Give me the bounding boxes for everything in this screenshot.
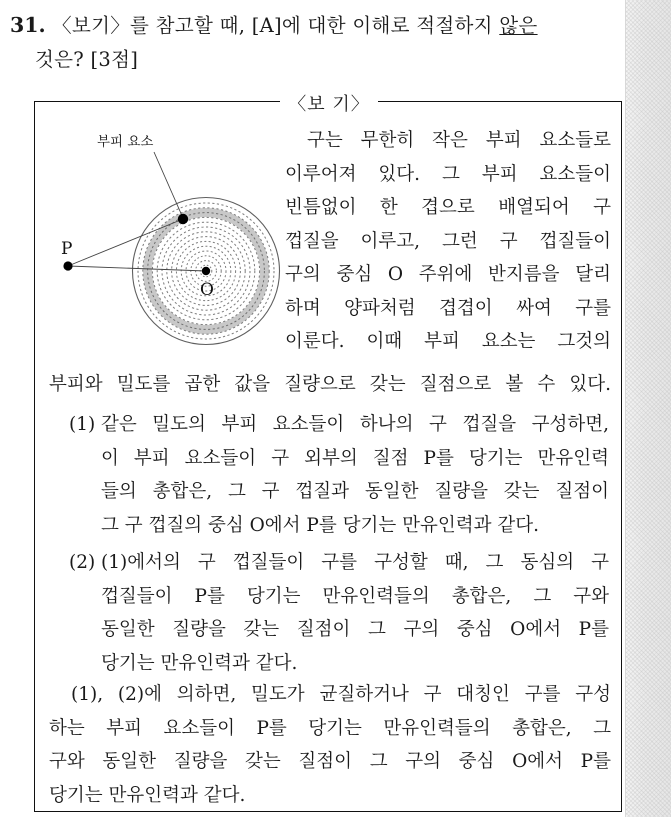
boki-title-text: 〈보 기〉 [280,94,378,115]
intro-line: 이루어져 있다. 그 부피 요소들이 [285,163,611,185]
intro-line: 빈틈없이 한 겹으로 배열되어 구 [285,197,611,218]
premise-list [69,408,609,684]
premise-marker: (1) [69,414,96,435]
premise-line: 들의 총합은, 그 구 껍질과 동일한 질량을 갖는 질점이 [101,481,609,502]
boki-reference-box [34,94,622,812]
intro-tail-line: 부피와 밀도를 곱한 값을 질량으로 갖는 질점으로 볼 수 있다. [49,374,611,395]
premise-line: 그 구 껍질의 중심 O에서 P를 당기는 만유인력과 같다. [101,514,539,536]
center-o-label: O [200,280,214,300]
conclusion-paragraph [49,678,611,812]
premise-body [101,546,609,680]
boki-box-title [35,90,623,116]
page-edge-divider [625,0,626,817]
intro-paragraph-wrapped [285,124,611,359]
volume-element-dot [178,214,188,224]
intro-line: 이룬다. 이때 부피 요소는 그것의 [285,331,611,352]
conclusion-line: 하는 부피 요소들이 P를 당기는 만유인력들의 총합은, 그 [49,717,611,739]
line-p-to-volume-element [68,219,183,266]
line-p-to-o [68,266,206,271]
intro-paragraph-tail [49,368,611,402]
conclusion-line: (1), (2)에 의하면, 밀도가 균질하거나 구 대칭인 구를 구성 [71,684,611,705]
premise-body [101,408,609,542]
premise-item-1 [69,408,609,542]
premise-item-2 [69,546,609,680]
premise-line: 동일한 질량을 갖는 질점이 그 구의 중심 O에서 P를 [101,619,609,640]
premise-marker: (2) [69,552,96,573]
question-stem [10,8,610,77]
premise-line: 이 부피 요소들이 구 외부의 질점 P를 당기는 만유인력 [101,447,609,469]
sphere-shells-figure [49,124,301,360]
figure-graphics [61,133,280,345]
question-line-2: 것은? [3점] [35,48,139,71]
premise-line: (1)에서의 구 껍질들이 구를 구성할 때, 그 동심의 구 [101,552,609,573]
premise-line: 당기는 만유인력과 같다. [101,652,298,674]
center-point-o-dot [202,267,210,275]
question-text-part-1: 〈보기〉를 참고할 때, [A]에 대한 이해로 적절하지 [52,14,500,37]
volume-element-label: 부피 요소 [97,134,154,150]
intro-line: 껍질을 이루고, 그런 구 껍질들이 [285,230,611,252]
premise-line: 껍질들이 P를 당기는 만유인력들의 총합은, 그 구와 [101,585,609,607]
intro-line: 하며 양파처럼 겹겹이 싸여 구를 [285,297,611,319]
point-p-label: P [61,239,73,259]
conclusion-line: 당기는 만유인력과 같다. [49,784,246,806]
intro-line: 구의 중심 O 주위에 반지름을 달리 [285,264,611,285]
question-line-1 [10,8,610,43]
question-number: 31. [10,13,46,37]
scanned-page-edge [625,0,671,817]
point-p-dot [63,261,72,270]
premise-line: 같은 밀도의 부피 요소들이 하나의 구 껍질을 구성하면, [101,414,609,435]
question-negation-emphasis: 않은 [499,14,538,37]
intro-line: 구는 무한히 작은 부피 요소들로 [307,130,611,151]
conclusion-line: 구와 동일한 질량을 갖는 질점이 그 구의 중심 O에서 P를 [49,751,611,772]
